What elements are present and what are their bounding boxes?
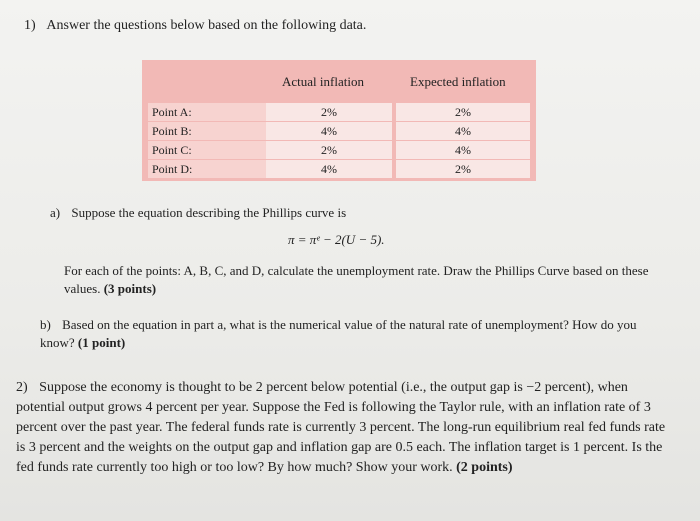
question-1-text: Answer the questions below based on the following data.	[46, 18, 367, 33]
expected-inflation-value: 4%	[396, 122, 530, 140]
question-2-text: Suppose the economy is thought to be 2 percent below potential (i.e., the output gap is −2 percent), when potential output grows 4 percent per year. Suppose the Fed is following the Taylor rule, with an inflation rate of 3 percent over the past year. The federal funds rate is currently 3 percent. The long-run equilibrium real fed funds rate is 3 percent and the weights on the output gap and inflation gap are 0.5 each. The inflation target is 1 percent. Is the fed funds rate currently too high or too low? By how much? Show your work.	[16, 380, 666, 475]
actual-inflation-value: 2%	[266, 103, 392, 121]
question-a-points: (3 points)	[103, 281, 157, 296]
question-a-label: a)	[50, 205, 61, 220]
actual-inflation-value: 2%	[266, 141, 392, 159]
point-label: Point C:	[148, 141, 266, 159]
point-label: Point A:	[148, 103, 266, 121]
header-actual-inflation: Actual inflation	[282, 74, 364, 89]
question-a-intro-text: Suppose the equation describing the Phillips curve is	[71, 205, 347, 220]
actual-inflation-value: 4%	[266, 160, 392, 178]
table-row	[142, 141, 536, 159]
question-a-intro	[50, 205, 346, 221]
table-row	[142, 160, 536, 178]
table-row	[142, 122, 536, 140]
actual-inflation-value: 4%	[266, 122, 392, 140]
point-label: Point D:	[148, 160, 266, 178]
table-body	[142, 103, 536, 181]
question-b-text: Based on the equation in part a, what is the numerical value of the natural rate of unemployment? How do you know?	[40, 317, 637, 350]
inflation-table	[142, 60, 536, 181]
question-2-points: (2 points)	[456, 460, 513, 475]
header-expected-inflation: Expected inflation	[410, 74, 506, 89]
question-2	[16, 378, 676, 478]
question-a-body	[64, 262, 664, 298]
question-b-label: b)	[40, 317, 51, 332]
expected-inflation-value: 4%	[396, 141, 530, 159]
expected-inflation-value: 2%	[396, 160, 530, 178]
point-label: Point B:	[148, 122, 266, 140]
expected-inflation-value: 2%	[396, 103, 530, 121]
question-b-points: (1 point)	[77, 335, 126, 350]
question-1-heading	[24, 18, 366, 34]
question-2-number: 2)	[16, 380, 28, 395]
question-a-text: For each of the points: A, B, C, and D, calculate the unemployment rate. Draw the Phillips Curve based on these values.	[64, 263, 649, 296]
table-row	[142, 103, 536, 121]
phillips-curve-equation: π = πᵉ − 2(U − 5).	[288, 232, 385, 247]
question-b	[40, 316, 660, 352]
question-1-number: 1)	[24, 18, 36, 33]
